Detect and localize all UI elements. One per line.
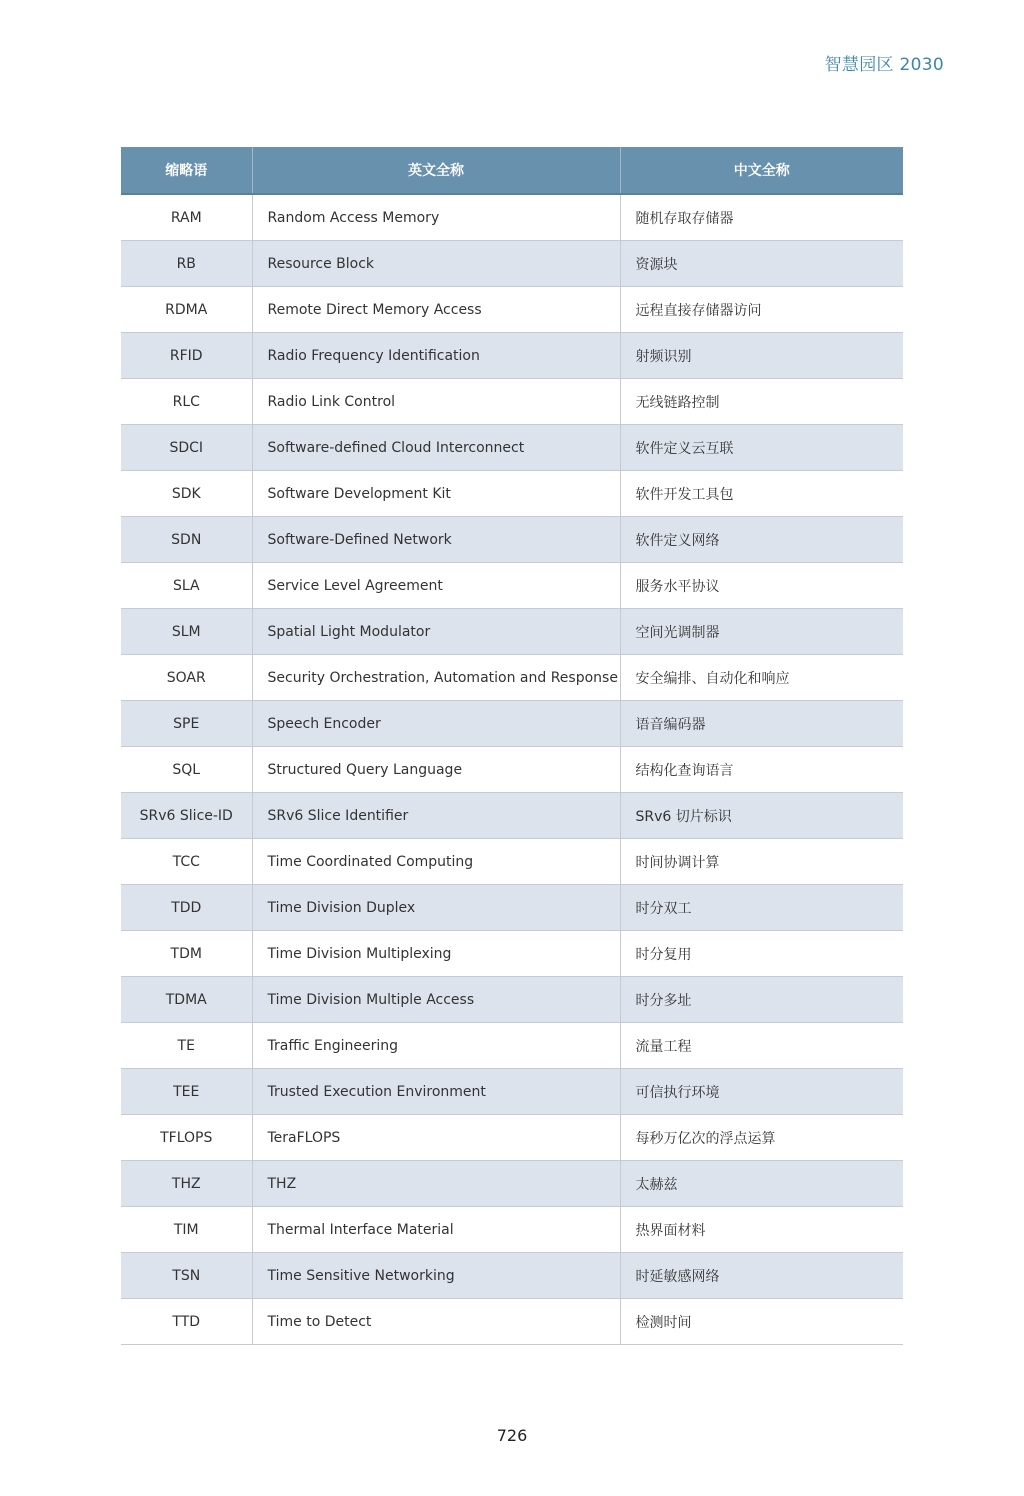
chinese-name-cell: 远程直接存储器访问 — [620, 287, 903, 333]
table-body — [121, 194, 903, 1345]
chinese-name-cell: 软件开发工具包 — [620, 471, 903, 517]
abbreviation-cell: SPE — [121, 701, 252, 747]
abbreviation-cell: SLA — [121, 563, 252, 609]
chinese-name-cell: 空间光调制器 — [620, 609, 903, 655]
table-row — [121, 425, 903, 471]
table-row — [121, 747, 903, 793]
table-row — [121, 287, 903, 333]
abbreviation-cell: RAM — [121, 194, 252, 241]
english-name-cell: Radio Link Control — [252, 379, 620, 425]
table-row — [121, 1115, 903, 1161]
table-row — [121, 655, 903, 701]
abbreviation-cell: TE — [121, 1023, 252, 1069]
english-name-cell: Random Access Memory — [252, 194, 620, 241]
chinese-name-cell: 太赫兹 — [620, 1161, 903, 1207]
column-header-chinese-name: 中文全称 — [620, 147, 903, 194]
abbreviation-cell: SQL — [121, 747, 252, 793]
abbreviation-cell: SOAR — [121, 655, 252, 701]
table-row — [121, 977, 903, 1023]
column-header-english-name: 英文全称 — [252, 147, 620, 194]
english-name-cell: Time Division Multiple Access — [252, 977, 620, 1023]
table-row — [121, 609, 903, 655]
table-row — [121, 241, 903, 287]
abbreviation-table — [121, 147, 903, 1345]
english-name-cell: Thermal Interface Material — [252, 1207, 620, 1253]
table-header — [121, 147, 903, 194]
chinese-name-cell: 热界面材料 — [620, 1207, 903, 1253]
chinese-name-cell: 射频识别 — [620, 333, 903, 379]
table-row — [121, 1253, 903, 1299]
abbreviation-cell: RFID — [121, 333, 252, 379]
english-name-cell: THZ — [252, 1161, 620, 1207]
table-row — [121, 885, 903, 931]
table-row — [121, 379, 903, 425]
abbreviation-cell: TIM — [121, 1207, 252, 1253]
table-row — [121, 1299, 903, 1345]
abbreviation-cell: TCC — [121, 839, 252, 885]
english-name-cell: Security Orchestration, Automation and Response — [252, 655, 620, 701]
english-name-cell: Remote Direct Memory Access — [252, 287, 620, 333]
english-name-cell: Speech Encoder — [252, 701, 620, 747]
abbreviation-cell: TTD — [121, 1299, 252, 1345]
english-name-cell: Spatial Light Modulator — [252, 609, 620, 655]
abbreviation-cell: RLC — [121, 379, 252, 425]
document-header-title: 智慧园区 2030 — [824, 55, 944, 75]
column-header-abbreviation: 缩略语 — [121, 147, 252, 194]
table-row — [121, 701, 903, 747]
table-row — [121, 563, 903, 609]
english-name-cell: Service Level Agreement — [252, 563, 620, 609]
abbreviation-cell: SLM — [121, 609, 252, 655]
abbreviation-cell: RDMA — [121, 287, 252, 333]
chinese-name-cell: 时间协调计算 — [620, 839, 903, 885]
abbreviation-cell: THZ — [121, 1161, 252, 1207]
chinese-name-cell: 结构化查询语言 — [620, 747, 903, 793]
abbreviation-cell: TEE — [121, 1069, 252, 1115]
chinese-name-cell: 服务水平协议 — [620, 563, 903, 609]
english-name-cell: Time to Detect — [252, 1299, 620, 1345]
chinese-name-cell: SRv6 切片标识 — [620, 793, 903, 839]
chinese-name-cell: 时分多址 — [620, 977, 903, 1023]
chinese-name-cell: 软件定义网络 — [620, 517, 903, 563]
chinese-name-cell: 随机存取存储器 — [620, 194, 903, 241]
table-row — [121, 471, 903, 517]
english-name-cell: Time Division Duplex — [252, 885, 620, 931]
chinese-name-cell: 无线链路控制 — [620, 379, 903, 425]
english-name-cell: Software Development Kit — [252, 471, 620, 517]
table-row — [121, 931, 903, 977]
abbreviation-cell: TFLOPS — [121, 1115, 252, 1161]
chinese-name-cell: 检测时间 — [620, 1299, 903, 1345]
english-name-cell: Time Sensitive Networking — [252, 1253, 620, 1299]
table-row — [121, 333, 903, 379]
english-name-cell: Trusted Execution Environment — [252, 1069, 620, 1115]
chinese-name-cell: 软件定义云互联 — [620, 425, 903, 471]
chinese-name-cell: 可信执行环境 — [620, 1069, 903, 1115]
english-name-cell: SRv6 Slice Identifier — [252, 793, 620, 839]
chinese-name-cell: 时分双工 — [620, 885, 903, 931]
english-name-cell: Traffic Engineering — [252, 1023, 620, 1069]
abbreviation-cell: SRv6 Slice-ID — [121, 793, 252, 839]
english-name-cell: TeraFLOPS — [252, 1115, 620, 1161]
english-name-cell: Software-defined Cloud Interconnect — [252, 425, 620, 471]
english-name-cell: Software-Defined Network — [252, 517, 620, 563]
chinese-name-cell: 安全编排、自动化和响应 — [620, 655, 903, 701]
table-row — [121, 1161, 903, 1207]
abbreviation-cell: SDK — [121, 471, 252, 517]
abbreviation-cell: SDN — [121, 517, 252, 563]
chinese-name-cell: 流量工程 — [620, 1023, 903, 1069]
english-name-cell: Structured Query Language — [252, 747, 620, 793]
chinese-name-cell: 资源块 — [620, 241, 903, 287]
abbreviation-cell: TDMA — [121, 977, 252, 1023]
chinese-name-cell: 每秒万亿次的浮点运算 — [620, 1115, 903, 1161]
abbreviation-cell: TDD — [121, 885, 252, 931]
table-row — [121, 839, 903, 885]
english-name-cell: Radio Frequency Identification — [252, 333, 620, 379]
english-name-cell: Time Coordinated Computing — [252, 839, 620, 885]
table-row — [121, 194, 903, 241]
table-row — [121, 1023, 903, 1069]
table-row — [121, 1207, 903, 1253]
page-number: 726 — [496, 1426, 528, 1445]
abbreviation-cell: TSN — [121, 1253, 252, 1299]
table-row — [121, 793, 903, 839]
abbreviation-cell: SDCI — [121, 425, 252, 471]
abbreviation-cell: RB — [121, 241, 252, 287]
abbreviation-table-container — [121, 147, 903, 1345]
chinese-name-cell: 时延敏感网络 — [620, 1253, 903, 1299]
abbreviation-cell: TDM — [121, 931, 252, 977]
english-name-cell: Resource Block — [252, 241, 620, 287]
english-name-cell: Time Division Multiplexing — [252, 931, 620, 977]
table-row — [121, 1069, 903, 1115]
chinese-name-cell: 时分复用 — [620, 931, 903, 977]
chinese-name-cell: 语音编码器 — [620, 701, 903, 747]
table-row — [121, 517, 903, 563]
table-header-row — [121, 147, 903, 194]
